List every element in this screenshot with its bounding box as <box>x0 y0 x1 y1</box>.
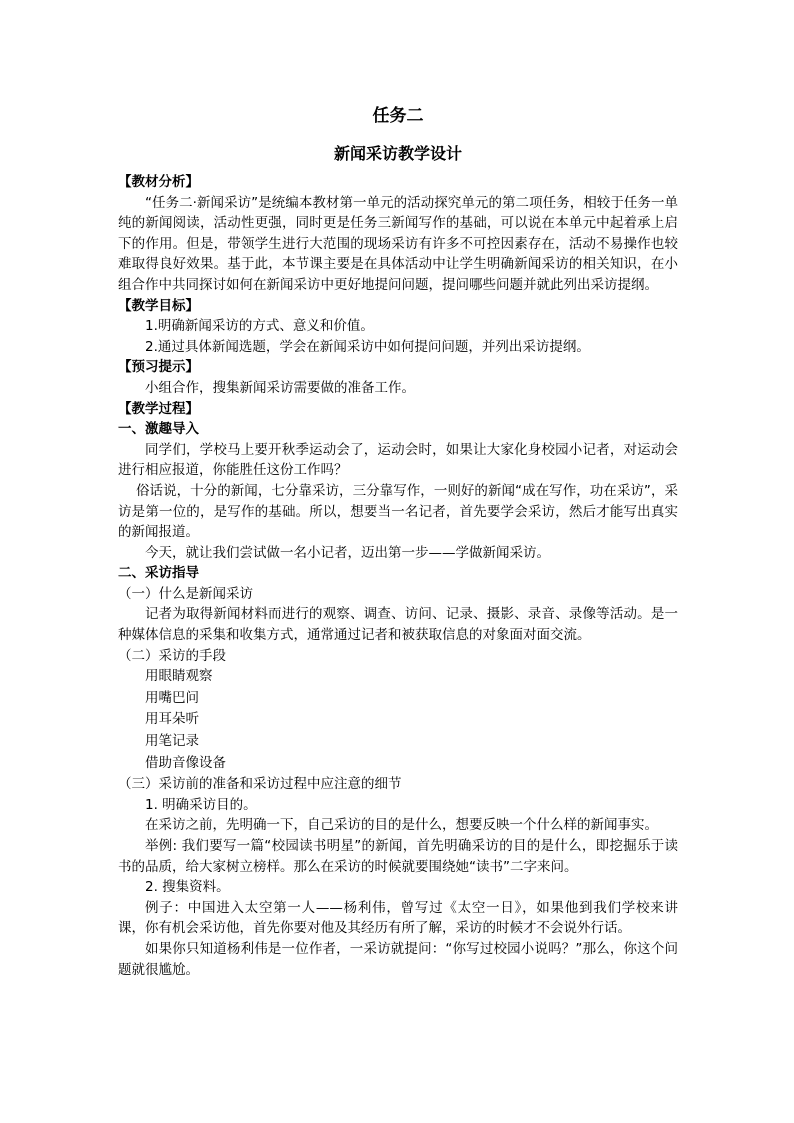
goal-item-2: 2.通过具体新闻选题，学会在新闻采访中如何提问问题，并列出采访提纲。 <box>145 338 590 355</box>
preview-text: 小组合作，搜集新闻采访需要做的准备工作。 <box>145 379 415 396</box>
list-item: 用笔记录 <box>145 733 199 750</box>
document-subtitle: 新闻采访教学设计 <box>333 144 462 163</box>
sub2-heading: （二）采访的手段 <box>118 647 226 664</box>
part1-para-3: 今天，就让我们尝试做一名小记者，迈出第一步——学做新闻采访。 <box>145 544 550 561</box>
list-item: 用嘴巴问 <box>145 689 199 706</box>
point2-example: 例子：中国进入太空第一人——杨利伟，曾写过《太空一日》，如果他到我们学校来讲课，你有机会采访他，首先你要对他及其经历有所了解，采访的时候才不会说外行话。 <box>118 899 678 937</box>
part1-para-2: 俗话说，十分的新闻，七分靠采访，三分靠写作，一则好的新闻“成在写作，功在采访”，采访是第一位的，是写作的基础。所以，想要当一名记者，首先要学会采访，然后才能写出真实的新闻报道。 <box>118 482 678 541</box>
list-item: 用眼睛观察 <box>145 668 213 685</box>
sub3-heading: （三）采访前的准备和采访过程中应注意的细节 <box>118 776 402 793</box>
analysis-heading: 【教材分析】 <box>118 174 199 190</box>
sub1-text: 记者为取得新闻材料而进行的观察、调查、访问、记录、摄影、录音、录像等活动。是一种媒体信息的采集和收集方式，通常通过记者和被获取信息的对象面对面交流。 <box>118 606 678 644</box>
sub1-heading: （一）什么是新闻采访 <box>118 585 253 602</box>
point1-example: 举例: 我们要写一篇“校园读书明星”的新闻，首先明确采访的目的是什么，即挖掘乐于读书的品质，给大家树立榜样。那么在采访的时候就要围绕她“读书”二字来问。 <box>118 838 678 875</box>
point2-heading: 2. 搜集资料。 <box>145 879 230 896</box>
document-content <box>118 104 678 980</box>
point1-text: 在采访之前，先明确一下，自己采访的目的是什么，想要反映一个什么样的新闻事实。 <box>145 817 658 834</box>
list-item: 借助音像设备 <box>145 754 226 771</box>
analysis-text: “任务二·新闻采访”是统编本教材第一单元的活动探究单元的第二项任务，相较于任务一单纯的新闻阅读，活动性更强，同时更是任务三新闻写作的基础，可以说在本单元中起着承上启下的作用。但是，带领学生进行大范围的现场采访有许多不可控因素存在，活动不易操作也较难取得良好效果。基于此，本节课主要是在具体活动中让学生明确新闻采访的相关知识，在小组合作中共同探讨如何在新闻采访中更好地提问问题，提问哪些问题并就此列出采访提纲。 <box>118 194 678 293</box>
part2-heading: 二、采访指导 <box>118 565 199 582</box>
part1-heading: 一、激趣导入 <box>118 421 199 438</box>
document-title: 任务二 <box>372 106 424 126</box>
means-list <box>118 666 678 773</box>
process-heading: 【教学过程】 <box>118 400 199 417</box>
goals-heading: 【教学目标】 <box>118 297 199 314</box>
preview-heading: 【预习提示】 <box>118 359 199 376</box>
list-item: 用耳朵听 <box>145 711 199 728</box>
goal-item-1: 1.明确新闻采访的方式、意义和价值。 <box>145 318 374 335</box>
part1-para-1: 同学们，学校马上要开秋季运动会了，运动会时，如果让大家化身校园小记者，对运动会进行相应报道，你能胜任这份工作吗？ <box>118 441 678 479</box>
point2-text: 如果你只知道杨利伟是一位作者，一采访就提问：“你写过校园小说吗？”那么，你这个问题就很尴尬。 <box>118 940 678 978</box>
point1-heading: 1. 明确采访目的。 <box>145 796 257 813</box>
